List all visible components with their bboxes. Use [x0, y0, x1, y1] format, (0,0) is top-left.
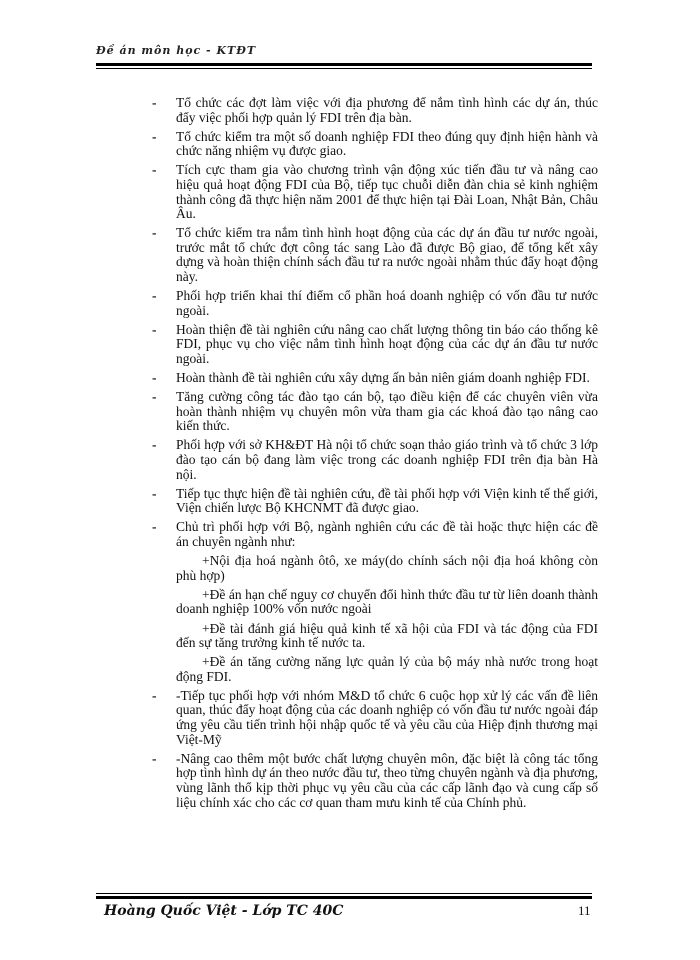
list-item-text: Hoàn thiện đề tài nghiên cứu nâng cao chất lượng thông tin báo cáo thống kê FDI, phục vụ cho việc nắm tình hình hoạt động của các dự án đầu tư nước ngoài. — [176, 321, 598, 366]
list-item — [150, 438, 598, 482]
list-item — [150, 752, 598, 810]
list-item-text: Chủ trì phối hợp với Bộ, ngành nghiên cứu các đề tài hoặc thực hiện các đề án chuyên ngành như: — [176, 519, 598, 550]
footer-author: Hoàng Quốc Việt - Lớp TC 40C — [104, 903, 344, 919]
list-item — [150, 520, 598, 549]
bullet-marker: - — [152, 95, 157, 110]
list-item-text: +Đề tài đánh giá hiệu quả kinh tế xã hội của FDI và tác động của FDI đến sự tăng trưởng kinh tế nước ta. — [176, 620, 598, 651]
list-item-text: Tổ chức các đợt làm việc với địa phương để nắm tình hình các dự án, thúc đẩy việc phối hợp quản lý FDI trên địa bàn. — [176, 95, 598, 125]
bullet-marker: - — [152, 288, 157, 304]
list-item — [150, 226, 598, 284]
list-item-text: -Tiếp tục phối hợp với nhóm M&D tổ chức 6 cuộc họp xử lý các vấn đề liên quan, thúc đẩy hoạt động của các doanh nghiệp có vốn đầu tư nước ngoài đáp ứng yêu cầu tiến trình hội nhập quốc tế và yêu cầu của Hiệp định thương mại Việt-Mỹ — [176, 687, 598, 747]
bullet-marker: - — [152, 750, 157, 766]
bullet-marker: - — [152, 519, 157, 535]
list-item-text: Tổ chức kiểm tra nắm tình hình hoạt động của các dự án đầu tư nước ngoài, trước mắt tổ chức đợt công tác sang Lào đã được Bộ giao, để tổng kết xây dựng và hoàn thiện chính sách đầu tư ra nước ngoài nhằm thúc đẩy hoạt động này. — [176, 225, 598, 285]
bullet-marker: - — [152, 370, 157, 386]
list-item — [150, 390, 598, 434]
bullet-marker: - — [152, 128, 157, 144]
list-item-text: Phối hợp triển khai thí điểm cổ phần hoá doanh nghiệp có vốn đầu tư nước ngoài. — [176, 288, 598, 318]
list-item-text: -Nâng cao thêm một bước chất lượng chuyên môn, đặc biệt là công tác tổng hợp tình hình dự án theo nước đầu tư, theo từng chuyên ngành và địa phương, vùng lãnh thổ kịp thời phục vụ yêu cầu của các cấp lãnh đạo và cung cấp số liệu chính xác cho các cơ quan tham mưu kinh tế của Chính phủ. — [176, 750, 598, 810]
list-item — [150, 487, 598, 516]
list-item — [150, 689, 598, 747]
list-item — [150, 130, 598, 159]
list-item-text: Tích cực tham gia vào chương trình vận động xúc tiến đầu tư và nâng cao hiệu quả hoạt động FDI của Bộ, tiếp tục chuỗi diễn đàn chia sẻ kinh nghiệm thành công đã thực hiện năm 2001 để thực hiện tại Đài Loan, Nhật Bản, Châu Âu. — [176, 162, 598, 222]
list-item — [150, 371, 598, 386]
list-item-text: Hoàn thành đề tài nghiên cứu xây dựng ấn bản niên giám doanh nghiệp FDI. — [176, 370, 590, 386]
bullet-marker: - — [152, 225, 157, 241]
bullet-marker: - — [152, 389, 157, 405]
sub-list-item — [150, 655, 598, 684]
bullet-marker: - — [152, 485, 157, 501]
bullet-marker: - — [152, 687, 157, 703]
bullet-list — [150, 96, 598, 810]
list-item-text: Phối hợp với sở KH&ĐT Hà nội tổ chức soạn thảo giáo trình và tổ chức 3 lớp đào tạo cán bộ đang làm việc trong các doanh nghiệp FDI trên địa bàn Hà nội. — [176, 437, 598, 482]
footer-divider — [96, 893, 592, 899]
list-item — [150, 96, 598, 125]
page-number: 11 — [578, 903, 591, 918]
list-item-text: Tổ chức kiểm tra một số doanh nghiệp FDI theo đúng quy định hiện hành và chức năng nhiệm vụ được giao. — [176, 128, 598, 159]
list-item-text: +Đề án tăng cường năng lực quản lý của bộ máy nhà nước trong hoạt động FDI. — [176, 654, 598, 684]
list-item — [150, 323, 598, 367]
document-body — [150, 96, 598, 815]
list-item-text: +Đề án hạn chế nguy cơ chuyển đổi hình thức đầu tư từ liên doanh thành doanh nghiệp 100% vốn nước ngoài — [176, 586, 598, 617]
bullet-marker: - — [152, 437, 157, 453]
header-divider — [96, 63, 592, 69]
sub-list-item — [150, 554, 598, 583]
sub-list-item — [150, 588, 598, 617]
list-item-text: +Nội địa hoá ngành ôtô, xe máy(do chính sách nội địa hoá không còn phù hợp) — [176, 553, 598, 583]
running-header: Đề án môn học - KTĐT — [96, 44, 257, 57]
list-item-text: Tăng cường công tác đào tạo cán bộ, tạo điều kiện để các chuyên viên vừa hoàn thành nhiệm vụ chuyên môn vừa tham gia các khoá đào tạo nâng cao kiến thức. — [176, 389, 598, 434]
sub-list-item — [150, 622, 598, 651]
list-item-text: Tiếp tục thực hiện đề tài nghiên cứu, đề tài phối hợp với Viện kinh tế thế giới, Viện chiến lược Bộ KHCNMT đã được giao. — [176, 485, 598, 516]
list-item — [150, 163, 598, 221]
bullet-marker: - — [152, 162, 157, 178]
list-item — [150, 289, 598, 318]
bullet-marker: - — [152, 321, 157, 337]
